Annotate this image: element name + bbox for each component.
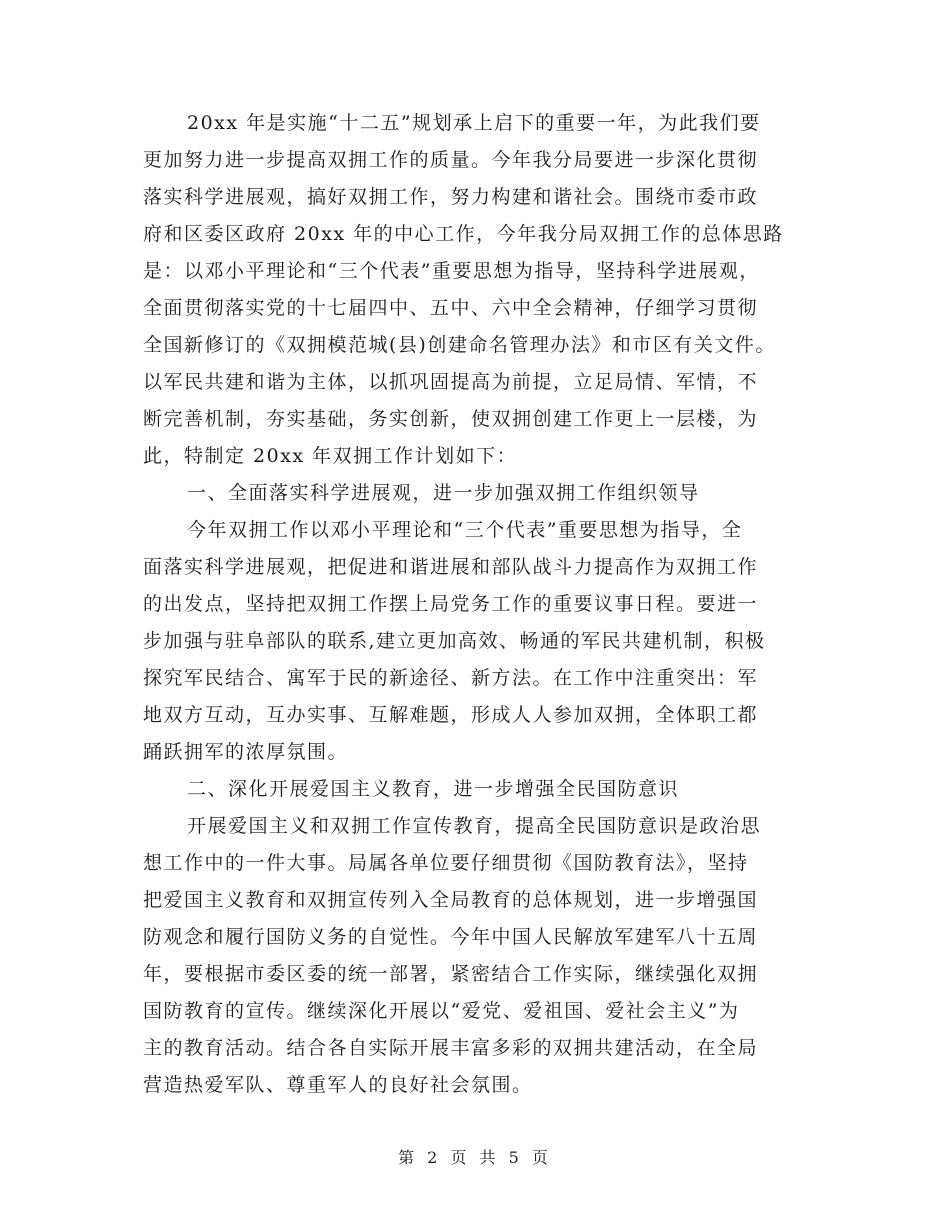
- text-line: 踊跃拥军的浓厚氛围。: [143, 741, 349, 763]
- text-line: 的出发点，坚持把双拥工作摆上局党务工作的重要议事日程。要进一: [143, 593, 759, 615]
- text-line: 20xx 年是实施“十二五”规划承上启下的重要一年，为此我们要: [187, 112, 761, 134]
- text-line: 营造热爱军队、尊重军人的良好社会氛围。: [143, 1074, 533, 1096]
- text-line: 主的教育活动。结合各自实际开展丰富多彩的双拥共建活动，在全局: [143, 1037, 759, 1059]
- page-number: 第 2 页 共 5 页: [398, 1148, 552, 1167]
- text-line: 把爱国主义教育和双拥宣传列入全局教育的总体规划，进一步增强国: [143, 889, 759, 911]
- text-line: 步加强与驻阜部队的联系,建立更加高效、畅通的军民共建机制，积极: [143, 630, 766, 652]
- text-line: 府和区委区政府 20xx 年的中心工作，今年我分局双拥工作的总体思路: [143, 223, 784, 245]
- text-line: 年，要根据市委区委的统一部署，紧密结合工作实际，继续强化双拥: [143, 963, 759, 985]
- text-line: 防观念和履行国防义务的自觉性。今年中国人民解放军建军八十五周: [143, 926, 759, 948]
- text-line: 开展爱国主义和双拥工作宣传教育，提高全民国防意识是政治思: [187, 815, 762, 837]
- text-line: 全国新修订的《双拥模范城(县)创建命名管理办法》和市区有关文件。: [143, 334, 776, 356]
- text-line: 地双方互动，互办实事、互解难题，形成人人参加双拥，全体职工都: [143, 704, 759, 726]
- text-line: 此，特制定 20xx 年双拥工作计划如下：: [143, 445, 518, 467]
- text-line: 全面贯彻落实党的十七届四中、五中、六中全会精神，仔细学习贯彻: [143, 297, 759, 319]
- section-heading: 二、深化开展爱国主义教育，进一步增强全民国防意识: [187, 778, 680, 800]
- text-line: 今年双拥工作以邓小平理论和“三个代表”重要思想为指导，全: [187, 519, 743, 541]
- text-line: 断完善机制，夯实基础，务实创新，使双拥创建工作更上一层楼，为: [143, 408, 759, 430]
- section-heading: 一、全面落实科学进展观，进一步加强双拥工作组织领导: [187, 482, 700, 504]
- text-line: 更加努力进一步提高双拥工作的质量。今年我分局要进一步深化贯彻: [143, 149, 759, 171]
- text-line: 国防教育的宣传。继续深化开展以“爱党、爱祖国、爱社会主义”为: [143, 1000, 740, 1022]
- text-line: 面落实科学进展观，把促进和谐进展和部队战斗力提高作为双拥工作: [143, 556, 759, 578]
- text-line: 是：以邓小平理论和“三个代表”重要思想为指导，坚持科学进展观，: [143, 260, 760, 282]
- text-line: 以军民共建和谐为主体，以抓巩固提高为前提，立足局情、军情，不: [143, 371, 759, 393]
- text-line: 想工作中的一件大事。局属各单位要仔细贯彻《国防教育法》，坚持: [143, 852, 749, 874]
- text-line: 探究军民结合、寓军于民的新途径、新方法。在工作中注重突出：军: [143, 667, 759, 689]
- text-line: 落实科学进展观，搞好双拥工作，努力构建和谐社会。围绕市委市政: [143, 186, 759, 208]
